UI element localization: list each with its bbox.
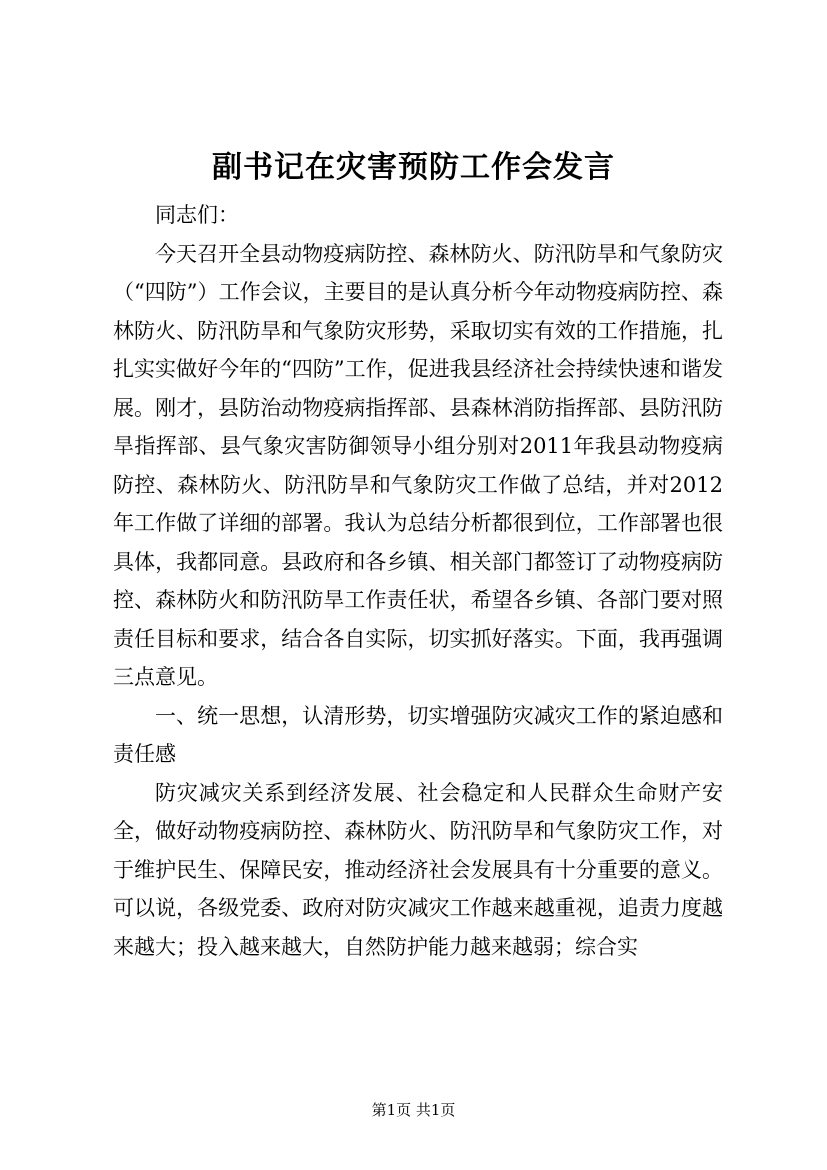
paragraph-intro: 今天召开全县动物疫病防控、森林防火、防汛防旱和气象防灾（“四防”）工作会议，主要目的是认真分析今年动物疫病防控、森林防火、防汛防旱和气象防灾形势，采取切实有效的工作措施，扎扎实实做好今年的“四防”工作，促进我县经济社会持续快速和谐发展。刚才，县防治动物疫病指挥部、县森林消防指挥部、县防汛防旱指挥部、县气象灾害防御领导小组分别对2011年我县动物疫病防控、森林防火、防汛防旱和气象防灾工作做了总结，并对2012年工作做了详细的部署。我认为总结分析都很到位，工作部署也很具体，我都同意。县政府和各乡镇、相关部门都签订了动物疫病防控、森林防火和防汛防旱工作责任状，希望各乡镇、各部门要对照责任目标和要求，结合各自实际，切实抓好落实。下面，我再强调三点意见。	[113, 241, 723, 689]
salutation: 同志们：	[155, 203, 239, 227]
section-heading-one: 一、统一思想，认清形势，切实增强防灾减灾工作的紧迫感和责任感	[113, 703, 723, 766]
paragraph-section-one: 防灾减灾关系到经济发展、社会稳定和人民群众生命财产安全，做好动物疫病防控、森林防火、防汛防旱和气象防灾工作，对于维护民生、保障民安，推动经济社会发展具有十分重要的意义。可以说，各级党委、政府对防灾减灾工作越来越重视，追责力度越来越大；投入越来越大，自然防护能力越来越弱；综合实	[113, 780, 723, 959]
document-title: 副书记在灾害预防工作会发言	[212, 150, 615, 185]
page-footer: 第1页 共1页	[371, 1101, 456, 1119]
document-body	[113, 196, 723, 966]
